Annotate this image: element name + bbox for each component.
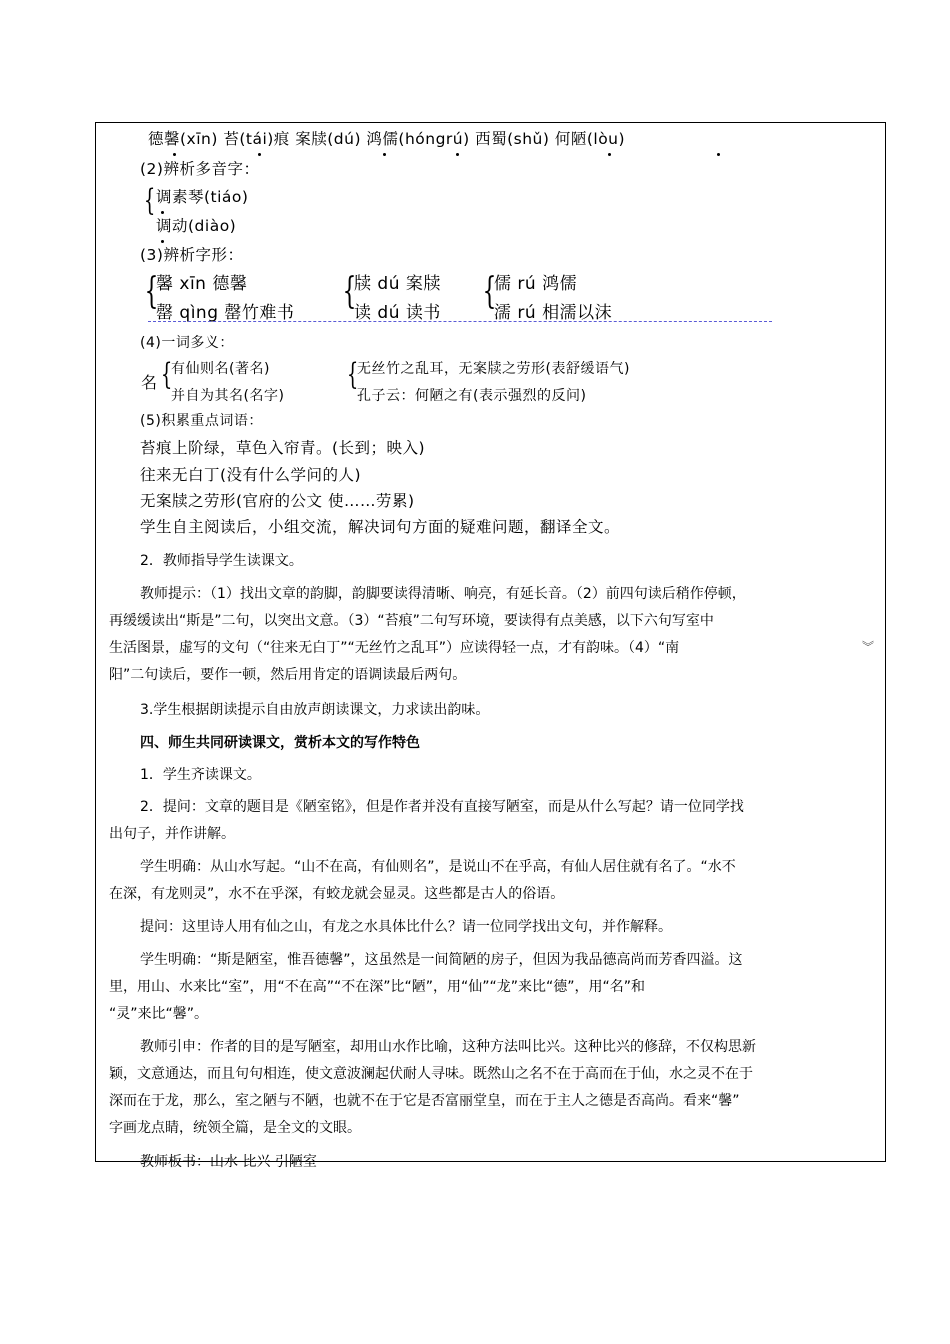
polysemy-item: 并自为其名(名字) (171, 388, 285, 404)
step-text: 2．教师指导学生读课文。 (140, 553, 303, 569)
emphasis-dot (608, 153, 611, 156)
brace: { (160, 357, 173, 392)
glyph-item: 牍 dú 案牍 (354, 274, 441, 294)
emphasis-dot (161, 211, 164, 214)
polysemy-item: 有仙则名(著名) (171, 361, 270, 377)
brace: { (342, 271, 357, 312)
paragraph-line: “灵”来比“馨”。 (109, 1006, 209, 1022)
paragraph-line: 颖，文意通达，而且句句相连，使文意波澜起伏耐人寻味。既然山之名不在于高而在于仙，水之灵不在于 (109, 1066, 753, 1082)
emphasis-dot (383, 153, 386, 156)
blackboard-text: 教师板书：山水 比兴 引陋室 (140, 1154, 317, 1170)
paragraph-line: 阳”二句读后，要作一顿，然后用肯定的语调读最后两句。 (109, 667, 467, 683)
paragraph-line: 深而在于龙，那么，室之陋与不陋，也就不在于它是否富丽堂皇，而在于主人之德是否高尚。看来“馨” (109, 1093, 740, 1109)
step-text: 3.学生根据朗读提示自由放声朗读课文，力求读出韵味。 (140, 702, 490, 718)
brace: { (144, 271, 159, 312)
paragraph-line: 在深，有龙则灵”，水不在乎深，有蛟龙就会显灵。这些都是古人的俗语。 (109, 886, 565, 902)
polysemy-item: 孔子云：何陋之有(表示强烈的反问) (357, 388, 587, 404)
paragraph-line: 学生明确：从山水写起。“山不在高，有仙则名”，是说山不在乎高，有仙人居住就有名了。“水不 (140, 859, 736, 875)
pronunciation-line: 德馨(xīn) 苔(tái)痕 案牍(dú) 鸿儒(hóngrú) 西蜀(shǔ) 何陋(lòu) (148, 130, 626, 148)
paragraph-line: 生活图景，虚写的文句（“往来无白丁”“无丝竹之乱耳”）应读得轻一点，才有韵味。（4）“南 (109, 640, 680, 656)
polysemy-word: 名 (141, 373, 158, 392)
paragraph-line: 出句子，并作讲解。 (109, 826, 235, 842)
brace: { (482, 271, 497, 312)
glyph-heading: (3)辨析字形： (140, 246, 244, 264)
paragraph-line: 教师引申：作者的目的是写陋室，却用山水作比喻，这种方法叫比兴。这种比兴的修辞，不仅构思新 (140, 1039, 756, 1055)
brace: { (346, 357, 359, 392)
paragraph-line: 字画龙点睛，统领全篇，是全文的文眼。 (109, 1120, 361, 1136)
dashed-divider (148, 321, 772, 322)
paragraph-line: 2．提问：文章的题目是《陋室铭》，但是作者并没有直接写陋室，而是从什么写起？请一位同学找 (140, 799, 744, 815)
glyph-item: 读 dú 读书 (354, 303, 441, 323)
paragraph-line: 提问：这里诗人用有仙之山，有龙之水具体比什么？请一位同学找出文句，并作解释。 (140, 919, 672, 935)
vocab-summary: 学生自主阅读后，小组交流，解决词句方面的疑难问题，翻译全文。 (140, 518, 621, 536)
chevron-down-icon: ︾ (862, 640, 875, 654)
vocab-heading: (5)积累重点词语： (140, 413, 263, 429)
polysemy-item: 无丝竹之乱耳，无案牍之劳形(表舒缓语气) (357, 361, 630, 377)
emphasis-dot (456, 153, 459, 156)
paragraph-line: 里，用山、水来比“室”，用“不在高”“不在深”比“陋”，用“仙”“龙”来比“德”，用“名”和 (109, 979, 646, 995)
emphasis-dot (161, 240, 164, 243)
polyphone-item: 调素琴(tiáo) (156, 188, 249, 206)
emphasis-dot (258, 153, 261, 156)
vocab-item: 往来无白丁(没有什么学问的人) (140, 466, 362, 484)
polyphone-item: 调动(diào) (156, 217, 237, 235)
vocab-item: 无案牍之劳形(官府的公文 使……劳累) (140, 492, 415, 510)
paragraph-line: 学生明确：“斯是陋室，惟吾德馨”，这虽然是一间简陋的房子，但因为我品德高尚而芳香四溢。这 (140, 952, 743, 968)
vocab-item: 苔痕上阶绿，草色入帘青。(长到；映入) (140, 439, 426, 457)
section-heading: 四、师生共同研读课文，赏析本文的写作特色 (140, 735, 420, 751)
brace: { (143, 183, 156, 218)
paragraph-line: 教师提示：（1）找出文章的韵脚，韵脚要读得清晰、响亮，有延长音。（2）前四句读后稍作停顿， (140, 586, 746, 602)
step-text: 1．学生齐读课文。 (140, 767, 261, 783)
glyph-item: 儒 rú 鸿儒 (494, 274, 578, 294)
emphasis-dot (717, 153, 720, 156)
glyph-item: 馨 xīn 德馨 (156, 274, 248, 294)
paragraph-line: 再缓缓读出“斯是”二句，以突出文意。（3）“苔痕”二句写环境，要读得有点美感，以下六句写室中 (109, 613, 714, 629)
polyphone-heading: (2)辨析多音字： (140, 160, 260, 178)
polysemy-heading: (4)一词多义： (140, 335, 234, 351)
glyph-item: 罄 qìng 罄竹难书 (156, 303, 295, 323)
glyph-item: 濡 rú 相濡以沫 (494, 303, 613, 323)
emphasis-dot (173, 153, 176, 156)
